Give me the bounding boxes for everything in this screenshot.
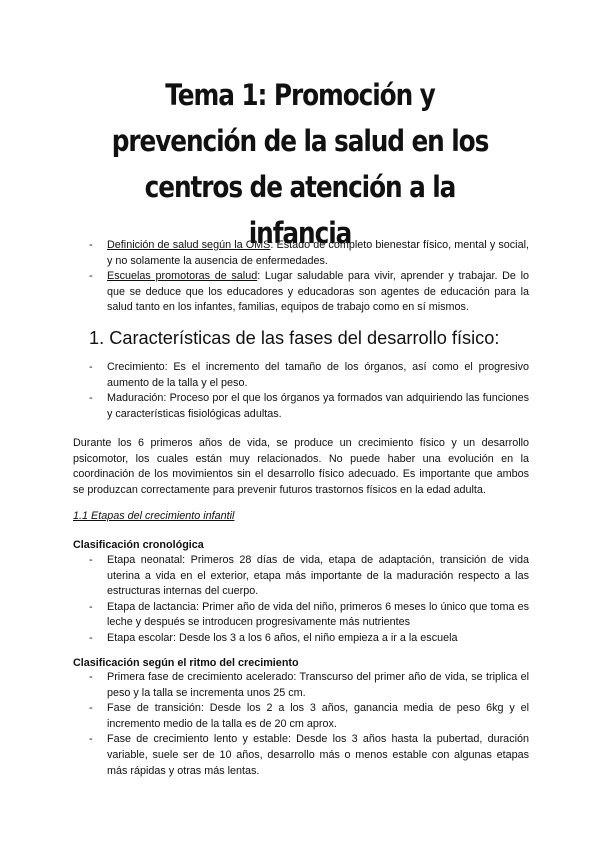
list-item	[89, 238, 529, 269]
document-title: Tema 1: Promoción y prevención de la salud en los centros de atención a la infancia	[111, 78, 489, 250]
group-heading: Clasificación según el ritmo del crecimiento	[73, 657, 299, 669]
item-text: Maduración: Proceso por el que los órganos ya formados van adquiriendo las funciones y características fisiológicas adultas.	[107, 392, 529, 420]
subsection-heading: 1.1 Etapas del crecimiento infantil	[73, 510, 235, 522]
bullet-dash: -	[89, 554, 93, 566]
list-item	[89, 701, 529, 732]
bullet-dash: -	[89, 702, 93, 715]
list-item	[89, 631, 529, 647]
item-text: Etapa de lactancia: Primer año de vida del niño, primeros 6 meses lo único que toma es leche y después se introducen progresivamente más nutrientes	[107, 600, 529, 629]
item-text: Crecimiento: Es el incremento del tamaño de los órganos, así como el progresivo aumento de la talla y el peso.	[107, 361, 529, 389]
item-text: : Lugar saludable para vivir, aprender y trabajar. De lo que se deduce que los educadores y educadoras son agentes de educación para la salud tanto en los infantes, familias, equipos de trabajo como en sí mismos.	[107, 270, 529, 314]
bullet-dash: -	[89, 733, 93, 746]
body-paragraph: Durante los 6 primeros años de vida, se produce un crecimiento físico y un desarrollo psicomotor, los cuales están muy relacionados. No puede haber una evolución en la coordinación de los movimientos sin el desarrollo físico adecuado. Es importante que ambos se produzcan correctamente para prevenir futuros trastornos físicos en la edad adulta.	[73, 437, 529, 496]
section-heading: 1. Características de las fases del desarrollo físico:	[89, 328, 500, 348]
list-item	[89, 391, 529, 422]
term-label: Definición de salud según la OMS	[107, 239, 271, 251]
list-item	[89, 553, 529, 600]
bullet-dash: -	[89, 270, 93, 283]
item-text: Fase de transición: Desde los 2 a los 3 años, ganancia media de peso 6kg y el incremento medio de la talla es de 20 cm aprox.	[107, 702, 529, 730]
list-item	[89, 670, 529, 701]
section1-list	[89, 360, 529, 422]
bullet-dash: -	[89, 631, 93, 644]
list-item	[89, 360, 529, 391]
list-item	[89, 269, 529, 316]
intro-list	[89, 238, 529, 316]
item-text: Fase de crecimiento lento y estable: Desde los 3 años hasta la pubertad, duración variable, suele ser de 10 años, desarrollo más o menos estable con algunas etapas más rápidas y otras más lentas.	[107, 733, 529, 777]
group-heading: Clasificación cronológica	[73, 539, 204, 551]
bullet-dash: -	[89, 600, 93, 613]
bullet-dash: -	[89, 671, 93, 683]
term-label: Escuelas promotoras de salud	[107, 270, 258, 283]
item-text: Primera fase de crecimiento acelerado: Transcurso del primer año de vida, se triplica el peso y la talla se incrementa unos 25 cm.	[107, 671, 529, 699]
item-text: : Estado de completo bienestar físico, mental y social, y no solamente la ausencia de enfermedades.	[107, 239, 529, 267]
list-item	[89, 600, 529, 631]
bullet-dash: -	[89, 239, 93, 251]
bullet-dash: -	[89, 361, 93, 373]
bullet-dash: -	[89, 392, 93, 405]
chronological-list	[89, 553, 529, 647]
item-text: Etapa neonatal: Primeros 28 días de vida, etapa de adaptación, transición de vida uterina a vida en el exterior, etapa más importante de la maduración respecto a las estructuras internas del cuerpo.	[107, 554, 529, 598]
list-item	[89, 732, 529, 779]
item-text: Etapa escolar: Desde los 3 a los 6 años, el niño empieza a ir a la escuela	[107, 631, 458, 644]
growth-rhythm-list	[89, 670, 529, 779]
